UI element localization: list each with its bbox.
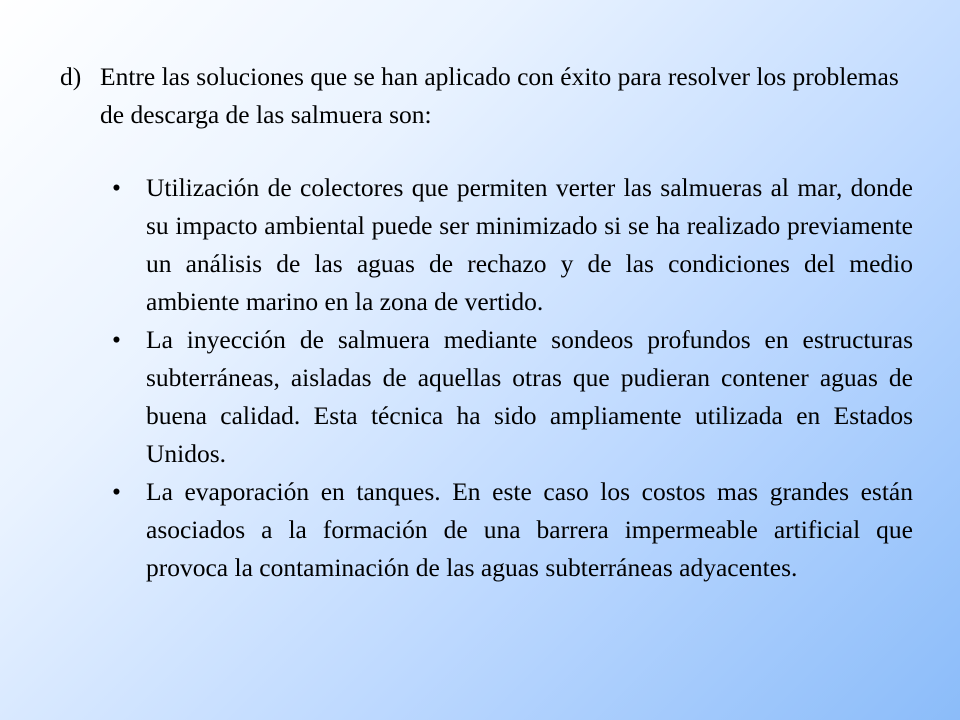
bullet-text: La evaporación en tanques. En este caso los costos mas grandes están asociados a la formación de una barrera impermeable artificial que provoca la contaminación de las aguas subterráneas adyacentes. bbox=[146, 477, 913, 582]
list-item-d bbox=[60, 58, 920, 134]
item-marker: d) bbox=[60, 62, 82, 91]
bullet-text: La inyección de salmuera mediante sondeos profundos en estructuras subterráneas, aisladas de aquellas otras que pudieran contener aguas de buena calidad. Esta técnica ha sido ampliamente utilizada en Estados Unidos. bbox=[146, 325, 913, 468]
bullet-icon: • bbox=[112, 325, 121, 354]
bullet-item bbox=[98, 321, 918, 473]
bullet-icon: • bbox=[112, 173, 121, 202]
bullet-item bbox=[98, 473, 918, 587]
bullet-item bbox=[98, 169, 918, 321]
bullet-icon: • bbox=[112, 477, 121, 506]
bullet-list bbox=[98, 169, 918, 587]
bullet-text: Utilización de colectores que permiten verter las salmueras al mar, donde su impacto ambiental puede ser minimizado si se ha realizado previamente un análisis de las aguas de rechazo y de las condiciones del medio ambiente marino en la zona de vertido. bbox=[146, 173, 913, 316]
item-text: Entre las soluciones que se han aplicado con éxito para resolver los problemas de descarga de las salmuera son: bbox=[100, 62, 899, 129]
